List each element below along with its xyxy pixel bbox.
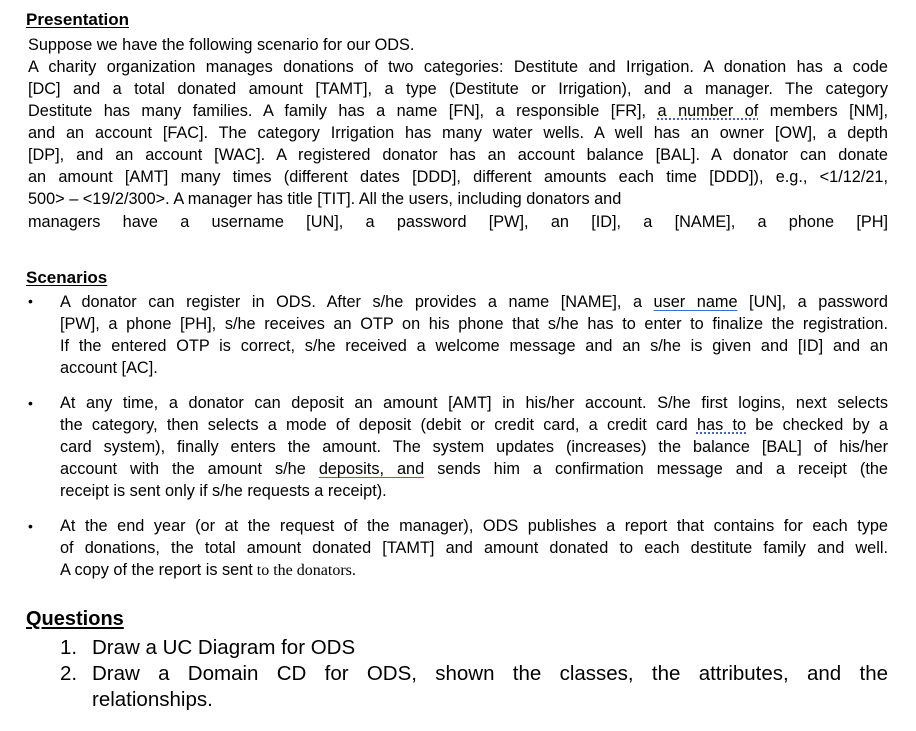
scenario-3-line-1: At the end year (or at the request of the manager), ODS publishes a report that contains for each type bbox=[60, 517, 888, 535]
scenario-3-line-3-a: A copy of the report is sent bbox=[60, 561, 253, 579]
question-2-text-line-1: Draw a Domain CD for ODS, shown the classes, the attributes, and the bbox=[92, 662, 888, 685]
scenario-item-3 bbox=[60, 515, 888, 581]
scenario-1-line-4: account [AC]. bbox=[60, 359, 158, 377]
scenario-3-line-2: of donations, the total amount donated [TAMT] and amount donated to each destitute family and well. bbox=[60, 539, 888, 557]
presentation-line-8: 500> – <19/2/300>. A manager has title [TIT]. All the users, including donators and bbox=[28, 190, 622, 208]
question-2-text-line-2: relationships. bbox=[92, 688, 213, 711]
scenario-2-line-5: receipt is sent only if s/he requests a receipt). bbox=[60, 482, 387, 500]
scenario-item-2 bbox=[60, 392, 888, 502]
presentation-line-5: and an account [FAC]. The category Irrigation has many water wells. A well has an owner [OW], a depth bbox=[28, 124, 888, 142]
question-item-2-cont bbox=[60, 687, 888, 713]
question-item-1 bbox=[60, 635, 888, 661]
scenario-2-underlined-phrase-2: deposits, and bbox=[318, 460, 425, 478]
question-2-number: 2. bbox=[60, 662, 78, 685]
scenario-2-line-2 bbox=[60, 414, 888, 436]
scenario-1-line-3: If the entered OTP is correct, s/he received a welcome message and an s/he is given and [ID] and an bbox=[60, 337, 888, 355]
scenario-3-line-3 bbox=[60, 559, 888, 581]
presentation-heading: Presentation bbox=[26, 10, 129, 29]
questions-list bbox=[60, 635, 888, 713]
presentation-underlined-phrase: a number of bbox=[657, 102, 759, 120]
question-item-2 bbox=[60, 661, 888, 687]
question-2-indent bbox=[60, 687, 92, 713]
scenario-2-line-1: At any time, a donator can deposit an amount [AMT] in his/her account. S/he first logins, next selects bbox=[60, 394, 888, 412]
scenario-2-line-2-b: be checked by a bbox=[746, 416, 888, 434]
presentation-line-4-b: members [NM], bbox=[758, 102, 888, 120]
presentation-line-7: an amount [AMT] many times (different dates [DDD], different amounts each time [DDD]), e.g., <1/12/21, bbox=[28, 168, 888, 186]
presentation-line-1: Suppose we have the following scenario for our ODS. bbox=[28, 36, 415, 54]
scenario-2-line-3: card system), finally enters the amount. The system updates (increases) the balance [BAL] of his/her bbox=[60, 438, 888, 456]
scenario-1-line-1-a: A donator can register in ODS. After s/he provides a name [NAME], a bbox=[60, 293, 642, 311]
scenario-2-line-2-a: the category, then selects a mode of deposit (debit or credit card, a credit card bbox=[60, 416, 688, 434]
scenario-1-line-2: [PW], a phone [PH], s/he receives an OTP on his phone that s/he has to enter to finalize the registration. bbox=[60, 315, 888, 333]
question-1-number: 1. bbox=[60, 636, 78, 659]
presentation-line-9: managers have a username [UN], a password [PW], an [ID], a [NAME], a phone [PH] bbox=[28, 213, 888, 231]
scenario-item-1 bbox=[60, 291, 888, 379]
scenario-3-line-3-b: to the donators. bbox=[252, 562, 356, 579]
scenario-2-underlined-phrase-1: has to bbox=[696, 416, 747, 434]
scenario-1-line-1-b: [UN], a password bbox=[737, 293, 888, 311]
scenario-1-line-1 bbox=[60, 291, 888, 313]
presentation-line-4-a: Destitute has many families. A family has a name [FN], a responsible [FR], bbox=[28, 102, 647, 120]
scenario-2-line-4-a: account with the amount s/he bbox=[60, 460, 306, 478]
presentation-line-2: A charity organization manages donations of two categories: Destitute and Irrigation. A donation has a code bbox=[28, 58, 888, 76]
presentation-line-4 bbox=[28, 101, 888, 122]
scenario-1-underlined-phrase: user name bbox=[653, 293, 738, 311]
bullet-1: • bbox=[28, 293, 33, 309]
question-1-text: Draw a UC Diagram for ODS bbox=[92, 636, 356, 659]
presentation-line-6: [DP], and an account [WAC]. A registered donator has an account balance [BAL]. A donator can donate bbox=[28, 146, 888, 164]
bullet-3: • bbox=[28, 518, 33, 534]
scenario-2-line-4 bbox=[60, 458, 888, 480]
bullet-2: • bbox=[28, 395, 33, 411]
presentation-line-3: [DC] and a total donated amount [TAMT], a type (Destitute or Irrigation), and a manager. The category bbox=[28, 80, 888, 98]
scenarios-heading: Scenarios bbox=[26, 268, 108, 287]
questions-heading: Questions bbox=[26, 608, 124, 630]
scenario-2-line-4-b: sends him a confirmation message and a receipt (the bbox=[424, 460, 888, 478]
